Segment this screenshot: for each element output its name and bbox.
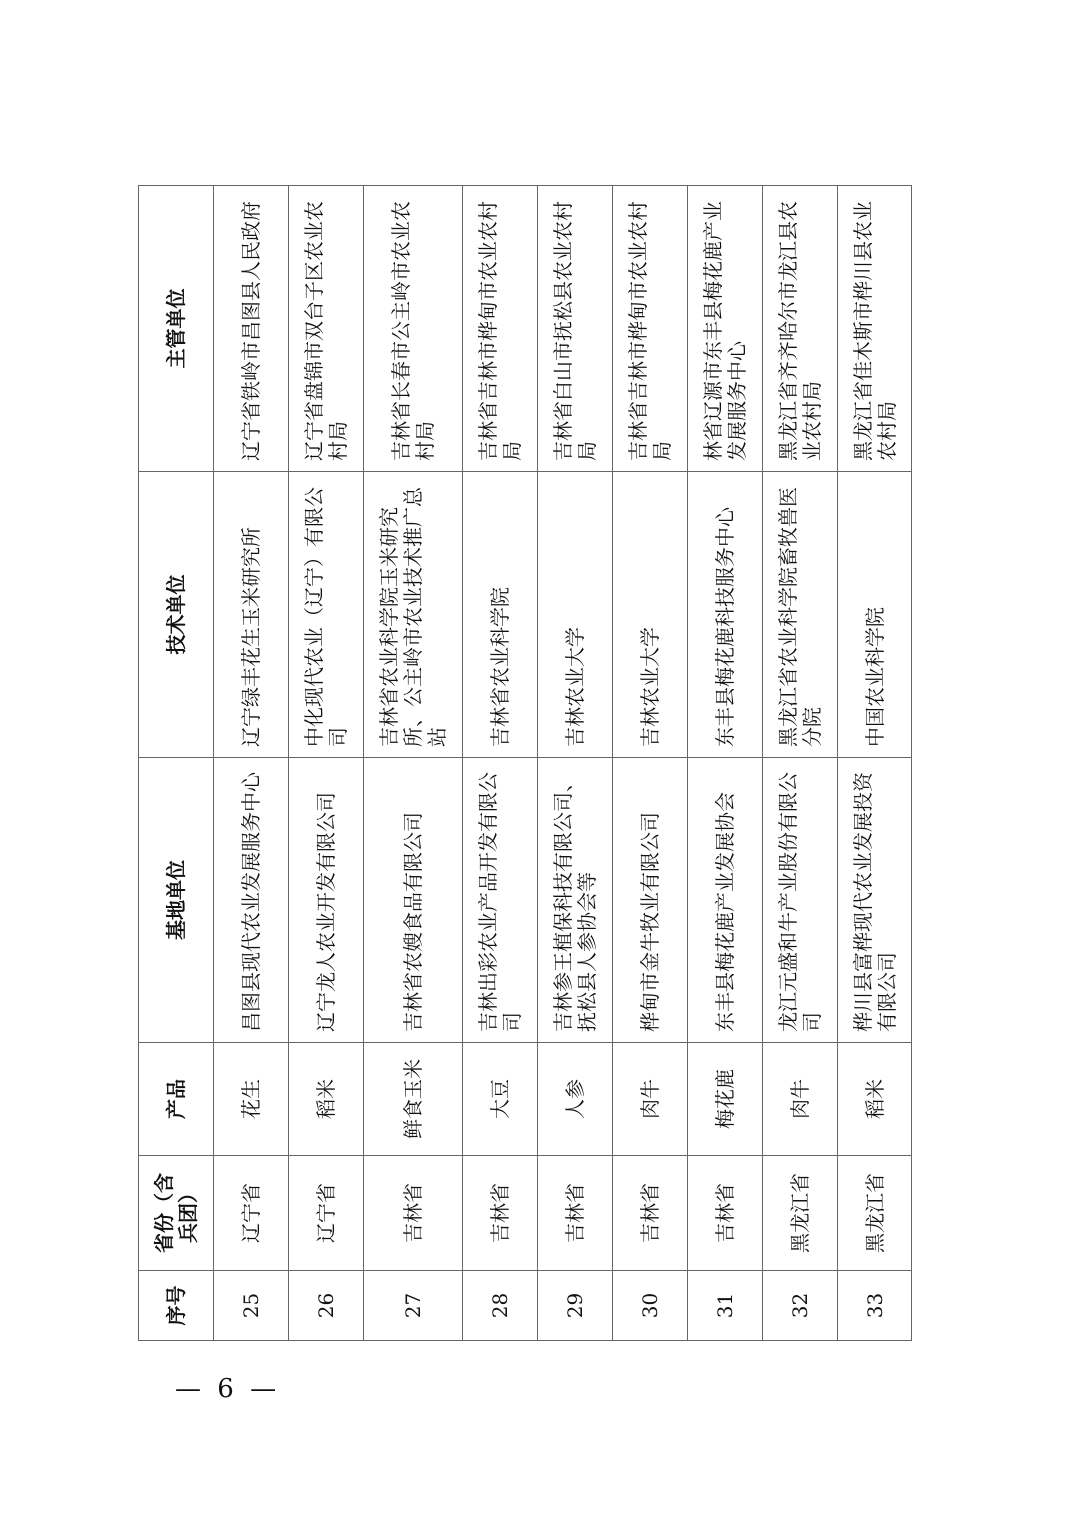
table-header-row (139, 186, 214, 1341)
row-tech-unit: 东丰县梅花鹿科技服务中心 (688, 472, 763, 758)
row-province: 吉林省 (688, 1156, 763, 1271)
row-tech-unit: 中化现代农业（辽宁）有限公司 (289, 472, 364, 758)
row-base-unit: 辽宁龙人农业开发有限公司 (289, 758, 364, 1043)
row-base-unit: 吉林参王植保科技有限公司、抚松县人参协会等 (538, 758, 613, 1043)
row-tech-unit: 吉林农业大学 (613, 472, 688, 758)
page-number: — 6 — (175, 1374, 281, 1404)
row-province: 吉林省 (364, 1156, 463, 1271)
row-admin-unit: 吉林省吉林市桦甸市农业农村局 (463, 186, 538, 472)
table-row (463, 186, 538, 1341)
row-index: 27 (364, 1271, 463, 1341)
row-index: 32 (763, 1271, 838, 1341)
row-product: 肉牛 (613, 1043, 688, 1156)
row-province: 黑龙江省 (763, 1156, 838, 1271)
row-product: 大豆 (463, 1043, 538, 1156)
table-row (364, 186, 463, 1341)
row-base-unit: 吉林省农嫂食品有限公司 (364, 758, 463, 1043)
row-tech-unit: 黑龙江省农业科学院畜牧兽医分院 (763, 472, 838, 758)
table-row (613, 186, 688, 1341)
row-product: 鲜食玉米 (364, 1043, 463, 1156)
row-base-unit: 东丰县梅花鹿产业发展协会 (688, 758, 763, 1043)
row-province: 吉林省 (538, 1156, 613, 1271)
table-row (838, 186, 912, 1341)
row-product: 人参 (538, 1043, 613, 1156)
row-province: 吉林省 (613, 1156, 688, 1271)
row-admin-unit: 吉林省白山市抚松县农业农村局 (538, 186, 613, 472)
rotated-table-container (138, 186, 911, 1341)
header-index: 序号 (139, 1271, 214, 1341)
row-admin-unit: 吉林省吉林市桦甸市农业农村局 (613, 186, 688, 472)
row-index: 31 (688, 1271, 763, 1341)
row-product: 花生 (214, 1043, 289, 1156)
row-admin-unit: 吉林省长春市公主岭市农业农村局 (364, 186, 463, 472)
row-base-unit: 桦甸市金牛牧业有限公司 (613, 758, 688, 1043)
row-index: 28 (463, 1271, 538, 1341)
row-product: 肉牛 (763, 1043, 838, 1156)
header-province: 省份（含兵团） (139, 1156, 214, 1271)
table-row (289, 186, 364, 1341)
header-base-unit: 基地单位 (139, 758, 214, 1043)
row-admin-unit: 黑龙江省佳木斯市桦川县农业农村局 (838, 186, 912, 472)
row-province: 黑龙江省 (838, 1156, 912, 1271)
row-base-unit: 桦川县富桦现代农业发展投资有限公司 (838, 758, 912, 1043)
row-index: 33 (838, 1271, 912, 1341)
row-product: 梅花鹿 (688, 1043, 763, 1156)
table-row (538, 186, 613, 1341)
row-admin-unit: 黑龙江省齐齐哈尔市龙江县农业农村局 (763, 186, 838, 472)
row-admin-unit: 林省辽源市东丰县梅花鹿产业发展服务中心 (688, 186, 763, 472)
row-province: 辽宁省 (214, 1156, 289, 1271)
row-tech-unit: 吉林农业大学 (538, 472, 613, 758)
row-tech-unit: 中国农业科学院 (838, 472, 912, 758)
row-tech-unit: 辽宁绿丰花生玉米研究所 (214, 472, 289, 758)
row-base-unit: 龙江元盛和牛产业股份有限公司 (763, 758, 838, 1043)
table-row (763, 186, 838, 1341)
row-index: 25 (214, 1271, 289, 1341)
row-province: 吉林省 (463, 1156, 538, 1271)
row-base-unit: 吉林出彩农业产品开发有限公司 (463, 758, 538, 1043)
header-admin-unit: 主管单位 (139, 186, 214, 472)
row-product: 稻米 (838, 1043, 912, 1156)
row-tech-unit: 吉林省农业科学院 (463, 472, 538, 758)
row-admin-unit: 辽宁省铁岭市昌图县人民政府 (214, 186, 289, 472)
table-row (688, 186, 763, 1341)
row-index: 29 (538, 1271, 613, 1341)
row-base-unit: 昌图县现代农业发展服务中心 (214, 758, 289, 1043)
row-admin-unit: 辽宁省盘锦市双台子区农业农村局 (289, 186, 364, 472)
row-product: 稻米 (289, 1043, 364, 1156)
row-index: 26 (289, 1271, 364, 1341)
header-tech-unit: 技术单位 (139, 472, 214, 758)
row-index: 30 (613, 1271, 688, 1341)
row-province: 辽宁省 (289, 1156, 364, 1271)
base-list-table (138, 185, 912, 1341)
header-product: 产品 (139, 1043, 214, 1156)
table-row (214, 186, 289, 1341)
row-tech-unit: 吉林省农业科学院玉米研究所、公主岭市农业技术推广总站 (364, 472, 463, 758)
